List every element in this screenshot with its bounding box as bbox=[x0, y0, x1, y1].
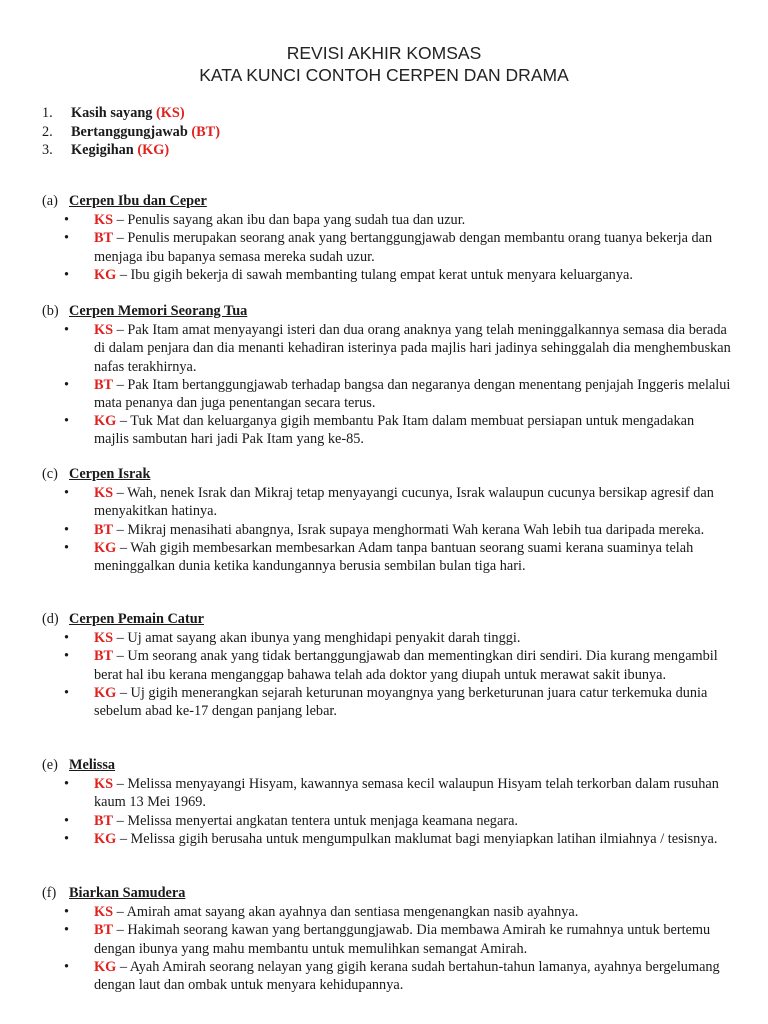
item-code: KS bbox=[94, 212, 114, 229]
keyword-item bbox=[42, 141, 220, 160]
item-text: – Pak Itam amat menyayangi isteri dan dua orang anaknya yang telah meninggalkannya semasa dia berada di dalam penjara dan dia menanti kehadiran isterinya pada majlis hari jadinya sehinggalah dia menghembuskan nafas terakhirnya. bbox=[94, 322, 731, 375]
bullet-item bbox=[42, 521, 732, 539]
item-text: – Uj amat sayang akan ibunya yang menghidapi penyakit darah tinggi. bbox=[113, 630, 521, 647]
item-code: KG bbox=[94, 830, 117, 847]
bullet-item bbox=[42, 958, 732, 994]
item-text: – Wah gigih membesarkan membesarkan Adam tanpa bantuan seorang suami kerana suaminya telah meninggalkan dunia ketika kandungannya berusia sembilan bulan tiga hari. bbox=[94, 539, 694, 575]
bullet-list bbox=[42, 629, 732, 720]
bullet-icon: • bbox=[64, 630, 70, 647]
bullet-item bbox=[42, 629, 732, 647]
item-text: – Ibu gigih bekerja di sawah membanting tulang empat kerat untuk menyara keluarganya. bbox=[116, 266, 633, 283]
bullet-item bbox=[42, 539, 732, 575]
item-text: – Amirah amat sayang akan ayahnya dan sentiasa mengenangkan nasib ayahnya. bbox=[113, 904, 579, 921]
section-letter: (a) bbox=[42, 193, 58, 209]
section-heading bbox=[42, 884, 732, 902]
item-code: BT bbox=[94, 230, 114, 247]
section-letter: (d) bbox=[42, 611, 59, 627]
bullet-icon: • bbox=[64, 266, 70, 283]
item-text: – Mikraj menasihati abangnya, Israk supaya menghormati Wah kerana Wah lebih tua daripada mereka. bbox=[113, 521, 705, 538]
bullet-item bbox=[42, 412, 732, 448]
keyword-number: 3. bbox=[42, 142, 53, 158]
bullet-list bbox=[42, 484, 732, 575]
keyword-label: Kegigihan bbox=[71, 142, 134, 158]
section-title: Melissa bbox=[69, 757, 116, 773]
bullet-item bbox=[42, 830, 732, 848]
item-text: – Um seorang anak yang tidak bertanggungjawab dan mementingkan diri sendiri. Dia kurang mengambil berat hal ibu kerana menganggap bahawa telah ada doktor yang diupah untuk merawat sakit ibunya. bbox=[94, 648, 718, 683]
section-letter: (f) bbox=[42, 885, 57, 901]
bullet-list bbox=[42, 321, 732, 448]
item-text: – Hakimah seorang kawan yang bertanggungjawab. Dia membawa Amirah ke rumahnya untuk bertemu dengan ibunya yang mahu membantu untuk memulihkan semangat Amirah. bbox=[94, 922, 711, 957]
item-code: KS bbox=[94, 904, 114, 921]
item-code: BT bbox=[94, 812, 114, 829]
item-code: KG bbox=[94, 539, 117, 556]
bullet-icon: • bbox=[64, 322, 70, 339]
section-title: Cerpen Israk bbox=[69, 466, 151, 482]
bullet-icon: • bbox=[64, 212, 70, 229]
section-title: Cerpen Memori Seorang Tua bbox=[69, 303, 248, 319]
keyword-item bbox=[42, 123, 220, 142]
bullet-icon: • bbox=[64, 376, 70, 393]
bullet-item bbox=[42, 903, 732, 921]
bullet-list bbox=[42, 775, 732, 848]
item-text: – Ayah Amirah seorang nelayan yang gigih kerana sudah bertahun-tahun lamanya, ayahnya bergelumang dengan laut dan ombak untuk menyara kehidupannya. bbox=[94, 958, 720, 994]
item-text: – Tuk Mat dan keluarganya gigih membantu Pak Itam dalam membuat persiapan untuk mengadakan majlis sambutan hari jadi Pak Itam yang ke-85. bbox=[94, 413, 695, 448]
section-a bbox=[42, 192, 732, 284]
bullet-item bbox=[42, 211, 732, 229]
section-title: Cerpen Pemain Catur bbox=[69, 611, 205, 627]
section-heading bbox=[42, 192, 732, 210]
section-heading bbox=[42, 465, 732, 483]
bullet-item bbox=[42, 484, 732, 520]
bullet-icon: • bbox=[64, 521, 70, 538]
bullet-item bbox=[42, 684, 732, 720]
section-heading bbox=[42, 302, 732, 320]
item-text: – Pak Itam bertanggungjawab terhadap bangsa dan negaranya dengan menentang penjajah Inggeris melalui mata penanya dan juga penentangan secara terus. bbox=[94, 376, 731, 412]
item-code: KS bbox=[94, 485, 114, 502]
bullet-list bbox=[42, 211, 732, 284]
section-c bbox=[42, 465, 732, 575]
bullet-icon: • bbox=[64, 684, 70, 701]
bullet-list bbox=[42, 903, 732, 994]
section-b bbox=[42, 302, 732, 449]
item-code: KG bbox=[94, 413, 117, 430]
bullet-icon: • bbox=[64, 958, 70, 975]
bullet-item bbox=[42, 812, 732, 830]
keyword-number: 1. bbox=[42, 105, 53, 121]
item-text: – Uj gigih menerangkan sejarah keturunan moyangnya yang berketurunan juara catur terkemuka dunia sebelum abad ke-17 dengan panjang lebar. bbox=[94, 684, 708, 720]
item-code: BT bbox=[94, 376, 114, 393]
item-text: – Wah, nenek Israk dan Mikraj tetap menyayangi cucunya, Israk walaupun cucunya bersikap agresif dan menyakitkan hatinya. bbox=[94, 485, 714, 520]
bullet-icon: • bbox=[64, 904, 70, 921]
keyword-list bbox=[42, 104, 220, 160]
bullet-icon: • bbox=[64, 830, 70, 847]
bullet-icon: • bbox=[64, 922, 70, 939]
item-text: – Melissa menyertai angkatan tentera untuk menjaga keamana negara. bbox=[113, 812, 518, 829]
section-title: Biarkan Samudera bbox=[69, 885, 186, 901]
bullet-icon: • bbox=[64, 230, 70, 247]
keyword-number: 2. bbox=[42, 123, 53, 140]
keyword-item bbox=[42, 104, 220, 123]
section-d bbox=[42, 610, 732, 720]
item-code: KG bbox=[94, 266, 117, 283]
section-title: Cerpen Ibu dan Ceper bbox=[69, 193, 207, 209]
bullet-icon: • bbox=[64, 776, 70, 793]
section-letter: (c) bbox=[42, 466, 58, 482]
bullet-icon: • bbox=[64, 812, 70, 829]
item-text: – Penulis sayang akan ibu dan bapa yang sudah tua dan uzur. bbox=[113, 212, 466, 229]
bullet-item bbox=[42, 376, 732, 412]
bullet-item bbox=[42, 229, 732, 265]
bullet-icon: • bbox=[64, 539, 70, 556]
item-code: KS bbox=[94, 630, 114, 647]
bullet-item bbox=[42, 647, 732, 683]
item-code: BT bbox=[94, 648, 114, 665]
item-text: – Melissa menyayangi Hisyam, kawannya semasa kecil walaupun Hisyam telah terkorban dalam rusuhan kaum 13 Mei 1969. bbox=[94, 776, 719, 811]
bullet-item bbox=[42, 266, 732, 284]
item-code: KG bbox=[94, 684, 117, 701]
keyword-label: Bertanggungjawab bbox=[71, 123, 188, 140]
item-code: KS bbox=[94, 322, 114, 339]
bullet-icon: • bbox=[64, 648, 70, 665]
section-letter: (e) bbox=[42, 757, 58, 773]
bullet-item bbox=[42, 321, 732, 376]
section-heading bbox=[42, 756, 732, 774]
section-f bbox=[42, 884, 732, 994]
keyword-code: (BT) bbox=[191, 123, 220, 140]
document-subtitle: KATA KUNCI CONTOH CERPEN DAN DRAMA bbox=[199, 65, 569, 85]
item-code: KG bbox=[94, 958, 117, 975]
document-title: REVISI AKHIR KOMSAS bbox=[286, 43, 482, 63]
section-e bbox=[42, 756, 732, 848]
item-code: BT bbox=[94, 521, 114, 538]
item-text: – Penulis merupakan seorang anak yang bertanggungjawab dengan membantu orang tuanya bekerja dan menjaga ibu bapanya semasa mereka sudah uzur. bbox=[94, 230, 713, 265]
bullet-icon: • bbox=[64, 413, 70, 430]
section-letter: (b) bbox=[42, 303, 59, 319]
bullet-item bbox=[42, 775, 732, 811]
item-code: KS bbox=[94, 776, 114, 793]
bullet-item bbox=[42, 921, 732, 957]
section-heading bbox=[42, 610, 732, 628]
keyword-code: (KS) bbox=[156, 105, 185, 121]
item-code: BT bbox=[94, 922, 114, 939]
item-text: – Melissa gigih berusaha untuk mengumpulkan maklumat bagi menyiapkan latihan ilmiahnya / tesisnya. bbox=[116, 830, 718, 847]
keyword-code: (KG) bbox=[137, 142, 170, 158]
bullet-icon: • bbox=[64, 485, 70, 502]
keyword-label: Kasih sayang bbox=[71, 105, 153, 121]
